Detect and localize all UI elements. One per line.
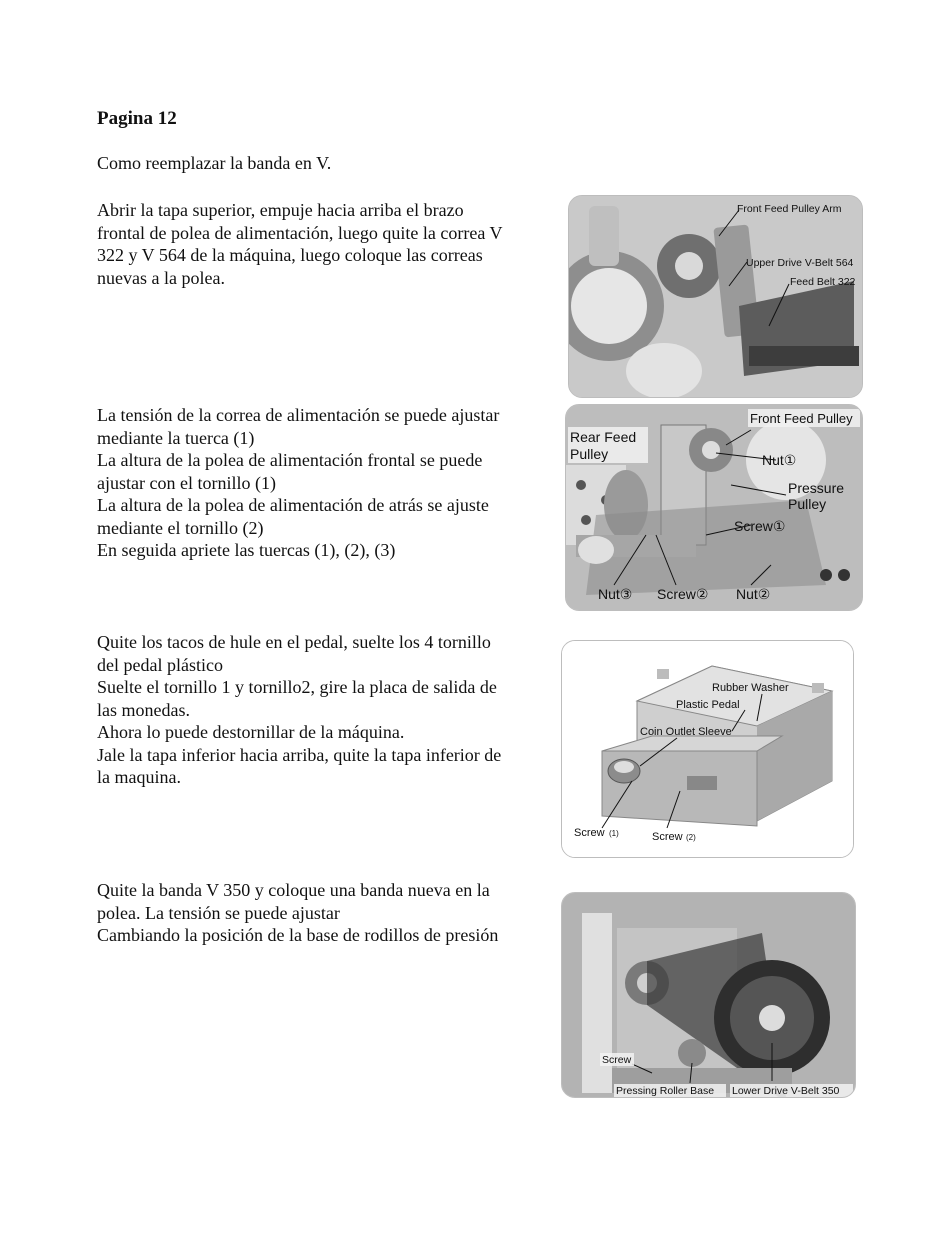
text-line: 322 y V 564 de la máquina, luego coloque las correas [97, 245, 483, 265]
label-feed-belt: Feed Belt 322 [790, 276, 856, 288]
label-rear-feed: Rear Feed [570, 429, 637, 445]
label-rubber-washer: Rubber Washer [712, 682, 789, 694]
text-line: polea. La tensión se puede ajustar [97, 902, 340, 923]
text-line: Quite los tacos de hule en el pedal, suelte los 4 tornillo [97, 632, 491, 652]
machine-base-drawing [562, 641, 853, 857]
text-line: las monedas. [97, 699, 190, 720]
page-subtitle: Como reemplazar la banda en V. [97, 153, 332, 173]
label-pressure: Pressure [788, 480, 845, 496]
pulley-assembly-photo [566, 405, 862, 610]
figure-lower-belt [561, 892, 856, 1098]
figure-feed-pulleys [565, 404, 863, 611]
text-line: La tensión de la correa de alimentación se puede ajustar [97, 405, 500, 425]
text-line: Abrir la tapa superior, empuje hacia arriba el brazo [97, 200, 464, 220]
page-heading: Pagina 12 [97, 108, 177, 129]
label-lower-drive-belt: Lower Drive V-Belt 350 [732, 1085, 840, 1097]
section-4-text [97, 879, 547, 947]
text-line: mediante la tuerca (1) [97, 427, 255, 448]
text-line: Suelte el tornillo 1 y tornillo2, gire la placa de salida de [97, 677, 497, 697]
label-pressure-pulley: Pulley [788, 496, 827, 512]
label-nut-1: Nut① [762, 452, 797, 468]
label-nut-3: Nut③ [598, 586, 633, 602]
text-line: La altura de la polea de alimentación frontal se puede [97, 450, 483, 470]
section-1-text [97, 199, 547, 289]
text-line: ajustar con el tornillo (1) [97, 472, 276, 493]
label-upper-drive-belt: Upper Drive V-Belt 564 [746, 257, 854, 269]
label-front-feed-pulley: Front Feed Pulley [750, 411, 853, 426]
section-3-text [97, 631, 547, 789]
text-line: Jale la tapa inferior hacia arriba, quite la tapa inferior de [97, 744, 502, 765]
label-coin-outlet-sleeve: Coin Outlet Sleeve [640, 726, 732, 738]
text-line: En seguida apriete las tuercas (1), (2), (3) [97, 540, 396, 560]
figure-upper-belts [568, 195, 863, 398]
text-line: Quite la banda V 350 y coloque una banda nueva en la [97, 880, 490, 900]
lower-drive-photo [562, 893, 855, 1097]
label-screw-1-number: (1) [609, 829, 619, 838]
text-line: del pedal plástico [97, 654, 223, 675]
text-line: nuevas a la polea. [97, 267, 225, 288]
label-screw: Screw [602, 1054, 632, 1066]
figure-coin-outlet [561, 640, 854, 858]
text-line: frontal de polea de alimentación, luego quite la correa V [97, 222, 503, 243]
label-plastic-pedal: Plastic Pedal [676, 699, 740, 711]
label-pressing-roller-base: Pressing Roller Base [616, 1085, 715, 1097]
label-screw-1: Screw [574, 827, 605, 839]
label-screw-2-number: (2) [686, 833, 696, 842]
label-screw-2: Screw② [657, 586, 709, 602]
text-line: mediante el tornillo (2) [97, 517, 264, 538]
label-screw-2: Screw [652, 831, 683, 843]
label-nut-2: Nut② [736, 586, 771, 602]
label-front-feed-pulley-arm: Front Feed Pulley Arm [737, 203, 842, 215]
label-screw-1: Screw① [734, 518, 786, 534]
label-rear-pulley: Pulley [570, 446, 609, 462]
text-line: La altura de la polea de alimentación de atrás se ajuste [97, 495, 489, 515]
text-line: la maquina. [97, 767, 181, 787]
machine-top-photo [569, 196, 862, 397]
text-line: Ahora lo puede destornillar de la máquina. [97, 722, 405, 742]
text-line: Cambiando la posición de la base de rodillos de presión [97, 925, 499, 945]
section-2-text [97, 404, 547, 562]
